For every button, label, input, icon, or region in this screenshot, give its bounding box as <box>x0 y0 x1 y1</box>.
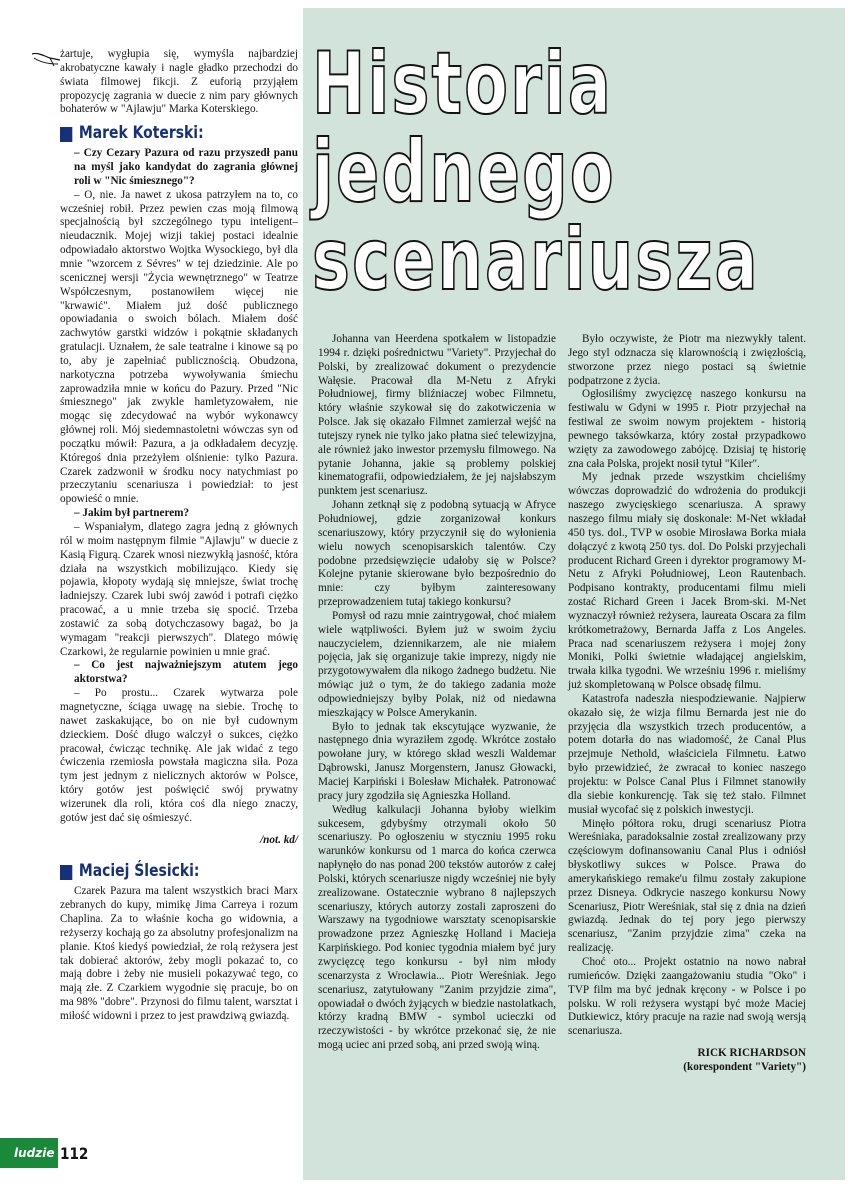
paragraph: Było to jednak tak ekscytujące wyzwanie, że następnego dnia wyraziłem zgodę. Wkrótce zostało powołane jury, w którego skład weszli Waldemar Dąbrowski, Janusz Morgenstern, Janusz Głowacki, Maciej Karpiński i Bolesław Michałek. Patronować pracy jury zgodziła się Agnieszka Holland. <box>318 720 556 802</box>
koterski-heading-text: Marek Koterski: <box>78 123 204 144</box>
paragraph: Ogłosiliśmy zwycięzcę naszego konkursu na festiwalu w Gdyni w 1995 r. Piotr przyjechał na festiwal ze swoim nowym projektem - historią pewnego taksówkarza, który został przypadkowo wzięty za zawodowego zabójcę. Dzisiaj tę historię zna cała Polska, projekt nosił tytuł "Kiler". <box>568 388 806 470</box>
author-name: RICK RICHARDSON <box>697 1047 806 1060</box>
magazine-name: ludzie <box>14 1146 55 1160</box>
heading-square-icon <box>60 865 72 880</box>
answer-3: – Po prostu... Czarek wytwarza pole magnetyczne, ściąga uwagę na siebie. Trochę to nawet zaskakujące, bo on nie był cudownym dzieckiem. Dość długo walczył o sukces, ciężko pracował, ćwicząc technikę. Ale jak widać z tego ćwiczenia rzemiosła powstała magiczna siła. Poza tym jest jednym z nielicznych aktorów w Polsce, który gotów jest poświęcić swój prywatny wizerunek dla roli, która coś dla niego znaczy, gotów jest dać się ośmieszyć. <box>60 687 298 824</box>
paragraph: Choć oto... Projekt ostatnio na nowo nabrał rumieńców. Dzięki zaangażowaniu studia "Oko" i TVP film ma być jednak kręcony - w Polsce i po polsku. W roli reżysera wystąpi być może Maciej Dutkiewicz, który pracuje na razie nad swoją wersją scenariusza. <box>568 955 806 1038</box>
koterski-heading <box>60 123 255 145</box>
answer-2: – Wspaniałym, dlatego zagra jedną z głównych ról w moim następnym filmie "Ajlawju" w duecie z Kasią Figurą. Czarek wnosi niezwykłą jasność, która działa na wszystkich mobilizująco. Kiedy się pojawia, kłopoty wydają się mniejsze, świat trochę ładniejszy. Czarek lubi swój zawód i potrafi ciężko pracować, a u mnie trzeba się spocić. Trzeba zostawić za sobą dotychczasowy bagaż, bo ja wymagam "reakcji pierwszych". Dlatego mówię Czarkowi, że regularnie powinien u mnie grać. <box>60 521 298 658</box>
title-line-3: scenariusza <box>312 210 760 310</box>
question-1: – Czy Cezary Pazura od razu przyszedł panu na myśl jako kandydat do zagrania głównej roli w "Nic śmiesznego"? <box>74 147 298 187</box>
paragraph: Johann zetknął się z podobną sytuacją w Afryce Południowej, gdzie zorganizował konkurs scenariuszowy, który przyczynił się do wyłonienia wielu nowych scenopisarskich talentów. Czy podobne przedsięwzięcie udałoby się w Polsce? Kolejne pytanie skierowane było bezpośrednio do mnie: czy byłbym zainteresowany przeprowadzeniem tutaj takiego konkursu? <box>318 499 556 609</box>
article-title <box>312 34 760 310</box>
interview-column <box>60 48 298 1024</box>
slesicki-paragraph: Czarek Pazura ma talent wszystkich braci Marx zebranych do kupy, mimikę Jima Carreya i rozum Chaplina. Za to właśnie kocha go widownia, a reżyserzy kochają go za absolutny profesjonalizm na planie. Ktoś kiedyś powiedział, że rolą reżysera jest tak dobierać aktorów, żeby mogli pokazać to, co mają dobre i żeby nie musieli pokazywać tego, co mają złe. Z Czarkiem wygodnie się pracuje, bo on ma 98% "dobre". Przynosi do filmu talent, warsztat i miłość widowni i przez to jest prawdziwą gwiazdą. <box>60 885 298 1022</box>
paragraph: Johanna van Heerdena spotkałem w listopadzie 1994 r. dzięki pośrednictwu "Variety". Przyjechał do Polski, by zrealizować dokument o prezydencie Wałęsie. Pracował dla M-Netu z Afryki Południowej, firmy bliźniaczej wobec Filmnetu, który właśnie szykował się do zakotwiczenia w Polsce. Jak się okazało Filmnet zamierzał wejść na tutejszy rynek nie tylko jako płatna sieć telewizyjna, ale również jako inwestor przemysłu filmowego. Na pytanie Johanna, jakie są problemy polskiej kinematografii, odpowiedziałem, że jej najsłabszym punktem jest scenariusz. <box>318 333 556 498</box>
paragraph: Według kalkulacji Johanna byłoby wielkim sukcesem, gdybyśmy otrzymali około 50 scenariuszy. Po ogłoszeniu w styczniu 1995 roku warunków konkursu od 1 marca do końca czerwca napłynęło do nas ponad 200 tekstów autorów z całej Polski, których scenariusze nigdy wcześniej nie były zrealizowane. Ostatecznie wybrano 8 najlepszych scenariuszy, których autorzy zostali zaproszeni do Warszawy na tygodniowe warsztaty scenopisarskie prowadzone przez Agnieszkę Holland i Macieja Karpińskiego. Pod koniec tygodnia miałem być jury zwycięzcę tego konkursu - był nim młody scenarzysta z Wrocławia... Piotr Wereśniak. Jego scenariusz, zatytułowany "Zanim przyjdzie zima", opowiadał o dwóch żyjących w biedzie nastolatkach, którzy kradną BMW - symbol ucieczki od rzeczywistości - by wkrótce przekonać się, że nie mogą uciec ani przed sobą, ani przed swoją winą. <box>318 803 556 1052</box>
answer-1: – O, nie. Ja nawet z ukosa patrzyłem na to, co wcześniej robił. Przez pewien czas moją filmową specjalnością był szczególnego typu inteligent–nieudacznik. Mojej wizji takiej postaci idealnie odpowiadało aktorstwo Wojtka Wysockiego, był dla mnie "wzorcem z Sévres" w tej dziedzinie. Ale po scenicznej wersji "Życia wewnętrznego" w Teatrze Współczesnym, postanowiłem więcej nie "krwawić". Miałem już dość publicznego opowiadania o swoich bólach. Miałem dość zachwytów garstki widzów i pokątnie składanych gratulacji. Uznałem, że sale teatralne i kinowe są po to, aby je zapełniać publicznością. Obudzona, narkotyczna potrzeba wywoływania śmiechu zaprowadziła mnie w końcu do Pazury. Przed "Nic śmiesznego" jak zwykle hamletyzowałem, nie mogąc się zdecydować na wybór wykonawcy głównej roli. Mój siedemnastoletni wówczas syn od początku mówił: Pazura, a ja odkładałem decyzję. Któregoś dnia przeżyłem olśnienie: tylko Pazura. Czarek zadzwonił w środku nocy natychmiast po przeczytaniu scenariusza i powiedział: to jest opowieść o mnie. <box>60 188 298 506</box>
title-line-2: jednego <box>312 122 616 222</box>
paragraph: Katastrofa nadeszła niespodziewanie. Najpierw okazało się, że wizja filmu Bernarda jest nie do przyjęcia dla wszystkich trzech producentów, a potem dotarła do nas wiadomość, że Canal Plus przejmuje Nethold, właściciela Filmnetu. Łatwo było przewidzieć, że zwracał to koniec naszego projektu: w Polsce Canal Plus i Filmnet stanowiły dla siebie konkurencję. Tak się też stało. Filmnet musiał wycofać się z polskich inwestycji. <box>568 692 806 816</box>
article-column-middle <box>318 333 556 1053</box>
paragraph: My jednak przede wszystkim chcieliśmy wówczas doprowadzić do wdrożenia do produkcji naszego zwycięskiego scenariusza. A sprawy naszego filmu miały się doskonale: M-Net wkładał 450 tys. dol., TVP w osobie Mirosława Borka miała dołączyć z kwotą 250 tys. dol. Do Polski przyjechali producent Richard Green i dyrektor programowy M-Netu z Afryki Południowej, Leon Rautenbach. Podpisano kontrakty, producentami filmu mieli zostać Richard Green i Jacek Brom-ski. M-Net wyznaczył również reżysera, laureata Oscara za film krótkometrażowy, Bernarda Jaffa z Los Angeles. Praca nad scenariuszem reżysera i mojej żony Moniki, Polki świetnie władającej angielskim, trwała kilka tygodni. We wrześniu 1996 r. mieliśmy już skompletowaną w Polsce obsadę filmu. <box>568 471 806 692</box>
paragraph: Pomysł od razu mnie zaintrygował, choć miałem wiele wątpliwości. Byłem już w swoim życiu nauczycielem, dziennikarzem, ale nie miałem pojęcia, jak się organizuje takie imprezy, nigdy nie przygotowywałem dla nikogo żadnego budżetu. Nie mówiąc już o tym, że do takiego zadania może odpowiedniejszy byłby Polak, niż od niedawna mieszkający w Polsce Amerykanin. <box>318 609 556 719</box>
question-3: – Co jest najważniejszym atutem jego aktorstwa? <box>74 659 298 686</box>
heading-square-icon <box>60 127 72 142</box>
paragraph: Minęło półtora roku, drugi scenariusz Piotra Wereśniaka, paradoksalnie został zrealizowany przy częściowym dofinansowaniu Canal Plus i odniósł błyskotliwy sukces w Polsce. Prawa do amerykańskiego remake'u filmu zostały zakupione przez Disneya. Odkrycie naszego konkursu Nowy Scenariusz, Piotr Wereśniak, stał się z dnia na dzień gwiazdą. Jednak do tej pory jego pierwszy scenariusz, "Zanim przyjdzie zima" czeka na realizację. <box>568 817 806 955</box>
slesicki-heading-text: Maciej Ślesicki: <box>78 861 200 882</box>
interview-signature: /not. kd/ <box>260 833 298 846</box>
paragraph: Było oczywiste, że Piotr ma niezwykły talent. Jego styl odznacza się klarownością i zwięzłością, stworzone przez niego postaci są świetnie podpatrzone z życia. <box>568 333 806 387</box>
article-column-right <box>568 333 806 1075</box>
intro-paragraph: żartuje, wygłupia się, wymyśla najbardziej akrobatyczne kawały i nagle gładko przechodzi do świata filmowej fikcji. Z euforią przyjąłem propozycję zagrania w duecie z nim pary głównych bohaterów w "Ajlawju" Marka Koterskiego. <box>60 48 298 116</box>
title-line-1: Historia <box>312 34 614 134</box>
author-note: (korespondent "Variety") <box>683 1060 806 1073</box>
question-2: – Jakim był partnerem? <box>74 507 190 520</box>
page-number: 112 <box>60 1144 89 1163</box>
slesicki-heading <box>60 861 255 883</box>
pen-hand-icon <box>30 46 62 72</box>
